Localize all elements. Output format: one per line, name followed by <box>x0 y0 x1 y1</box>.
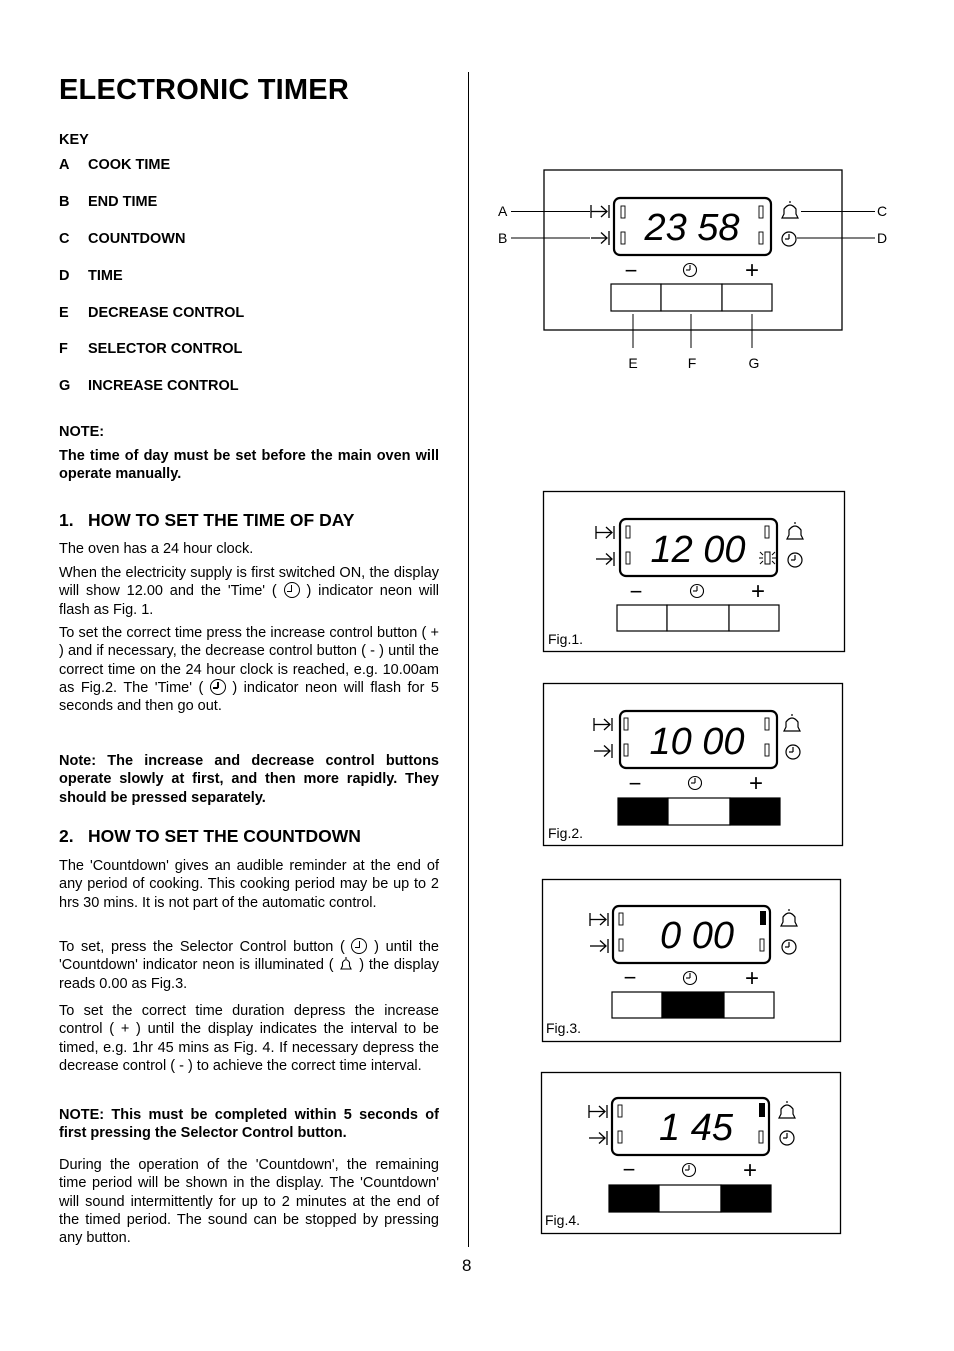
section2-note: NOTE: This must be completed within 5 seconds of first pressing the Selector Control button. <box>59 1107 439 1142</box>
section2-p2: To set, press the Selector Control button ( ) until the 'Countdown' indicator neon is illuminated ( ) the display reads 0.00 as Fig.3. <box>59 939 439 992</box>
column-divider <box>468 72 469 1247</box>
page-number: 8 <box>462 1256 472 1275</box>
key-item-c: C COUNTDOWN <box>59 231 186 247</box>
section1-p1: The oven has a 24 hour clock. <box>59 541 254 557</box>
increase-button[interactable] <box>730 798 780 825</box>
plus-sign: + <box>744 965 760 992</box>
figure-4 <box>540 1071 846 1237</box>
decrease-button[interactable] <box>611 284 661 311</box>
label-g: G <box>748 355 760 371</box>
decrease-button[interactable] <box>617 605 667 631</box>
fig2-caption: Fig.2. <box>548 825 584 841</box>
note1-heading: NOTE: <box>59 424 105 440</box>
section1-p3: To set the correct time press the increase control button ( + ) and if necessary, the decrease control button ( - ) until the correct time on the 24 hour clock is reached, e.g. 10.00am as Fig.2. The 'Time' ( ) indicator neon will flash for 5 seconds and then go out. <box>59 625 439 715</box>
increase-button[interactable] <box>724 992 774 1018</box>
fig1-caption: Fig.1. <box>548 631 584 647</box>
fig2-display: 10 00 <box>649 721 745 763</box>
section1-heading: 1. HOW TO SET THE TIME OF DAY <box>59 510 355 530</box>
label-a: A <box>498 203 508 219</box>
plus-sign: + <box>748 770 764 797</box>
clock-icon <box>684 264 697 277</box>
minus-sign: − <box>628 771 642 796</box>
label-f: F <box>687 355 697 371</box>
plus-sign: + <box>744 257 760 284</box>
selector-button[interactable] <box>661 284 722 311</box>
fig3-display: 0 00 <box>660 915 734 957</box>
end-time-icon <box>591 231 609 245</box>
selector-button[interactable] <box>662 992 724 1018</box>
figure-1 <box>542 490 848 656</box>
key-item-a: A COOK TIME <box>59 157 171 173</box>
key-item-f: F SELECTOR CONTROL <box>59 341 243 357</box>
section2-p4: During the operation of the 'Countdown', the remaining time period will be shown in the display. The 'Countdown' will sound intermittently for up to 2 minutes at the end of the timed period. The sound can be stopped by pressing any button. <box>59 1157 439 1247</box>
bell-icon <box>338 956 354 972</box>
bell-icon <box>782 201 798 218</box>
fig3-caption: Fig.3. <box>546 1020 582 1036</box>
label-e: E <box>628 355 638 371</box>
clock-icon <box>351 938 367 954</box>
decrease-button[interactable] <box>618 798 668 825</box>
fig1-display: 12 00 <box>650 529 746 571</box>
clock-icon <box>210 679 226 695</box>
fig4-caption: Fig.4. <box>545 1212 581 1228</box>
label-b: B <box>498 230 508 246</box>
minus-sign: − <box>629 579 643 604</box>
key-item-e: E DECREASE CONTROL <box>59 305 245 321</box>
selector-button[interactable] <box>668 798 730 825</box>
clock-icon <box>284 582 300 598</box>
figure-2 <box>542 682 848 848</box>
label-c: C <box>877 203 888 219</box>
section2-p1: The 'Countdown' gives an audible reminder at the end of any period of cooking. This cooking period may be up to 2 hrs 30 mins. It is not part of the automatic control. <box>59 858 439 911</box>
section2-p3: To set the correct time duration depress the increase control ( + ) until the display indicates the interval to be timed, e.g. 1hr 45 mins as Fig. 4. If necessary depress the decrease control ( - ) to achieve the correct time interval. <box>59 1003 439 1074</box>
note1-text: The time of day must be set before the main oven will operate manually. <box>59 448 439 483</box>
decrease-button[interactable] <box>609 1185 659 1212</box>
decrease-button[interactable] <box>612 992 662 1018</box>
fig4-display: 1 45 <box>659 1107 733 1149</box>
key-item-g: G INCREASE CONTROL <box>59 378 239 394</box>
minus-sign: − <box>623 965 637 990</box>
page-title: ELECTRONIC TIMER <box>59 74 349 106</box>
increase-button[interactable] <box>721 1185 771 1212</box>
figure-3 <box>541 878 847 1044</box>
minus-sign: − <box>622 1157 636 1182</box>
cook-time-icon <box>591 205 609 218</box>
plus-sign: + <box>742 1157 758 1184</box>
key-item-d: D TIME <box>59 268 123 284</box>
key-heading: KEY <box>59 132 89 148</box>
increase-button[interactable] <box>722 284 772 311</box>
selector-button[interactable] <box>659 1185 721 1212</box>
timer-diagram <box>495 168 895 378</box>
key-item-b: B END TIME <box>59 194 158 210</box>
minus-sign: − <box>624 258 638 283</box>
selector-button[interactable] <box>667 605 729 631</box>
section2-heading: 2. HOW TO SET THE COUNTDOWN <box>59 826 361 846</box>
plus-sign: + <box>750 578 766 605</box>
label-d: D <box>877 230 888 246</box>
clock-icon <box>782 232 796 246</box>
section1-note: Note: The increase and decrease control buttons operate slowly at first, and then more rapidly. They should be pressed separately. <box>59 753 439 806</box>
increase-button[interactable] <box>729 605 779 631</box>
display-readout: 23 58 <box>644 207 740 249</box>
section1-p2: When the electricity supply is first switched ON, the display will show 12.00 and the 'Time' ( ) indicator neon will flash as Fig. 1. <box>59 565 440 618</box>
